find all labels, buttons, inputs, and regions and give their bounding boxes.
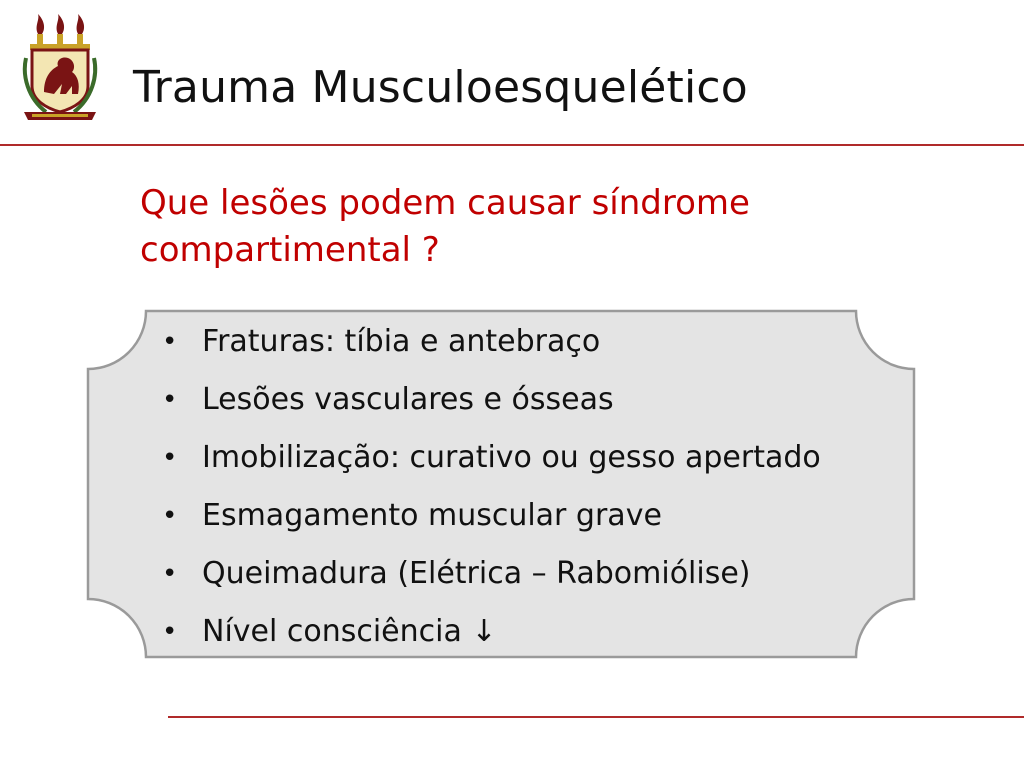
list-item: [160, 552, 900, 610]
list-item: [160, 436, 900, 494]
list-item-text: Fraturas: tíbia e antebraço: [202, 324, 601, 359]
list-item-text: Imobilização: curativo ou gesso apertado: [202, 440, 821, 475]
list-item-text: Queimadura (Elétrica – Rabomiólise): [202, 556, 751, 591]
list-item: [160, 494, 900, 552]
bullet-icon: •: [162, 443, 178, 473]
list-item: [160, 320, 900, 378]
list-item: [160, 378, 900, 436]
header-divider: [0, 144, 1024, 146]
bullet-icon: •: [162, 559, 178, 589]
bullet-icon: •: [162, 385, 178, 415]
question-heading: Que lesões podem causar síndrome compartimental ?: [140, 183, 750, 270]
injury-list: [160, 320, 900, 668]
list-item-text: Nível consciência ↓: [202, 614, 497, 649]
slide-title: Trauma Musculoesquelético: [133, 62, 748, 113]
university-crest-icon: [22, 14, 106, 126]
footer-divider: [168, 716, 1024, 718]
list-item: [160, 610, 900, 668]
bullet-icon: •: [162, 501, 178, 531]
bullet-icon: •: [162, 327, 178, 357]
bullet-icon: •: [162, 617, 178, 647]
list-item-text: Esmagamento muscular grave: [202, 498, 662, 533]
list-item-text: Lesões vasculares e ósseas: [202, 382, 614, 417]
